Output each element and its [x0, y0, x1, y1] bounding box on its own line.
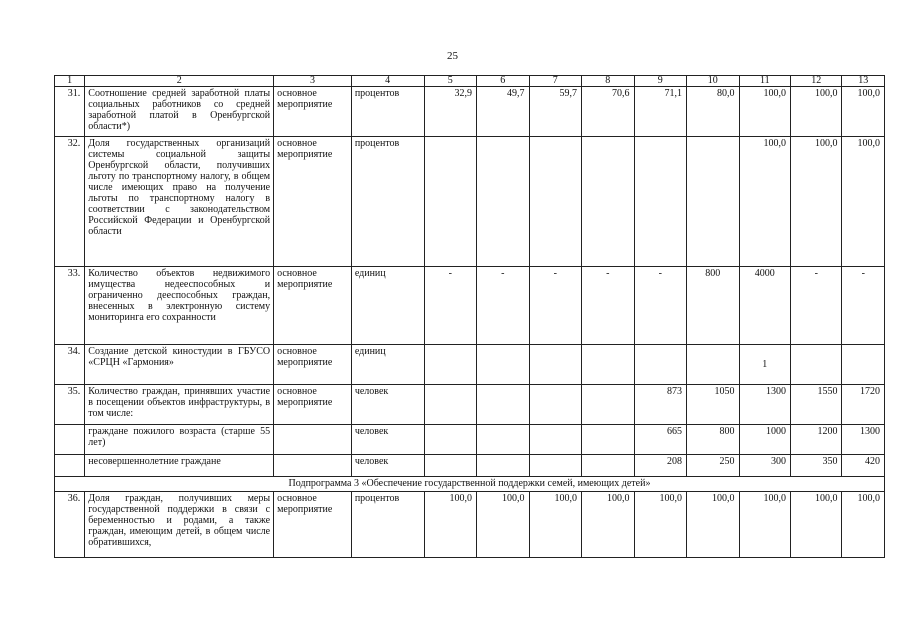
value-cell: 71,1	[634, 87, 687, 137]
row-number: 31.	[55, 87, 85, 137]
value-cell	[582, 425, 635, 455]
value-cell: 100,0	[791, 137, 842, 267]
value-cell: 100,0	[582, 492, 635, 558]
value-cell: 1300	[842, 425, 885, 455]
value-cell: 665	[634, 425, 687, 455]
indicator-type: основное мероприятие	[274, 385, 352, 425]
table-row	[55, 492, 885, 558]
table-row	[55, 267, 885, 345]
row-number: 33.	[55, 267, 85, 345]
row-number	[55, 455, 85, 477]
row-number	[55, 425, 85, 455]
table-row	[55, 385, 885, 425]
value-cell	[529, 425, 582, 455]
value-cell: 100,0	[739, 87, 790, 137]
row-number: 35.	[55, 385, 85, 425]
value-cell: 80,0	[687, 87, 740, 137]
column-header: 7	[529, 76, 582, 87]
value-cell: 49,7	[477, 87, 530, 137]
value-cell	[842, 345, 885, 385]
value-cell: 100,0	[842, 492, 885, 558]
value-cell: 100,0	[791, 492, 842, 558]
indicator-name: граждане пожилого возраста (старше 55 лет)	[85, 425, 274, 455]
unit: процентов	[351, 492, 424, 558]
value-cell: 1050	[687, 385, 740, 425]
value-cell: 1300	[739, 385, 790, 425]
value-cell: 873	[634, 385, 687, 425]
unit: человек	[351, 455, 424, 477]
column-header: 3	[274, 76, 352, 87]
value-cell: 300	[739, 455, 790, 477]
column-header: 6	[477, 76, 530, 87]
indicator-name: Доля граждан, получивших меры государственной поддержки в связи с беременностью и родами, а также граждан, имеющим детей, в общем числе обратившихся,	[85, 492, 274, 558]
column-header: 10	[687, 76, 740, 87]
value-cell: 100,0	[842, 137, 885, 267]
value-cell	[687, 345, 740, 385]
value-cell: 4000	[739, 267, 790, 345]
value-cell	[477, 137, 530, 267]
value-cell: 420	[842, 455, 885, 477]
value-cell: 32,9	[424, 87, 477, 137]
value-cell: 100,0	[477, 492, 530, 558]
value-cell: 250	[687, 455, 740, 477]
value-cell: 800	[687, 425, 740, 455]
column-header: 9	[634, 76, 687, 87]
unit: человек	[351, 425, 424, 455]
value-cell	[424, 137, 477, 267]
value-cell: 100,0	[424, 492, 477, 558]
value-cell	[529, 345, 582, 385]
table-row	[55, 345, 885, 385]
column-header: 12	[791, 76, 842, 87]
value-cell	[634, 137, 687, 267]
indicator-type	[274, 455, 352, 477]
value-cell	[529, 137, 582, 267]
value-cell	[582, 137, 635, 267]
value-cell	[477, 385, 530, 425]
value-cell: 59,7	[529, 87, 582, 137]
value-cell: -	[529, 267, 582, 345]
column-header: 5	[424, 76, 477, 87]
column-header: 1	[55, 76, 85, 87]
table-row	[55, 425, 885, 455]
unit: процентов	[351, 87, 424, 137]
column-header: 2	[85, 76, 274, 87]
value-cell	[634, 345, 687, 385]
indicator-name: несовершеннолетние граждане	[85, 455, 274, 477]
value-cell	[477, 345, 530, 385]
value-cell: -	[634, 267, 687, 345]
value-cell	[529, 385, 582, 425]
value-cell	[529, 455, 582, 477]
column-header: 4	[351, 76, 424, 87]
value-cell: 1200	[791, 425, 842, 455]
indicator-type: основное мероприятие	[274, 345, 352, 385]
value-cell	[424, 385, 477, 425]
value-cell	[687, 137, 740, 267]
table-header-row	[55, 76, 885, 87]
indicator-type: основное мероприятие	[274, 267, 352, 345]
unit: человек	[351, 385, 424, 425]
value-cell	[791, 345, 842, 385]
indicators-table	[54, 75, 885, 558]
subprogram-row	[55, 477, 885, 492]
value-cell: 100,0	[739, 137, 790, 267]
value-cell	[424, 425, 477, 455]
indicator-type: основное мероприятие	[274, 137, 352, 267]
value-cell: 1000	[739, 425, 790, 455]
value-cell	[477, 455, 530, 477]
value-cell: -	[582, 267, 635, 345]
row-number: 34.	[55, 345, 85, 385]
row-number: 36.	[55, 492, 85, 558]
value-cell: 100,0	[634, 492, 687, 558]
column-header: 11	[739, 76, 790, 87]
value-cell: 208	[634, 455, 687, 477]
value-cell: 70,6	[582, 87, 635, 137]
page-number: 25	[447, 50, 458, 62]
value-cell: 1720	[842, 385, 885, 425]
value-cell: 100,0	[687, 492, 740, 558]
column-header: 13	[842, 76, 885, 87]
indicator-name: Доля государственных организаций системы социальной защиты Оренбургской области, получивших льготу по транспортному налогу, в общем числе имеющих право на получение льготы по транспортному налогу в соответствии с законодательством Российской Федерации и Оренбургской области	[85, 137, 274, 267]
value-cell: -	[424, 267, 477, 345]
unit: процентов	[351, 137, 424, 267]
table-row	[55, 137, 885, 267]
value-cell	[582, 345, 635, 385]
value-cell: -	[477, 267, 530, 345]
value-cell: -	[791, 267, 842, 345]
row-number: 32.	[55, 137, 85, 267]
indicator-name: Соотношение средней заработной платы социальных работников со средней заработной платой в Оренбургской области*)	[85, 87, 274, 137]
value-cell: 100,0	[842, 87, 885, 137]
indicator-name: Количество объектов недвижимого имущества недееспособных и ограниченно дееспособных граждан, внесенных в электронную систему мониторинга его сохранности	[85, 267, 274, 345]
value-cell: 100,0	[791, 87, 842, 137]
table-row	[55, 87, 885, 137]
indicator-name: Создание детской киностудии в ГБУСО «СРЦН «Гармония»	[85, 345, 274, 385]
indicator-type: основное мероприятие	[274, 492, 352, 558]
value-cell	[477, 425, 530, 455]
value-cell	[424, 345, 477, 385]
value-cell: 100,0	[739, 492, 790, 558]
value-cell	[582, 385, 635, 425]
indicator-name: Количество граждан, принявших участие в посещении объектов инфраструктуры, в том числе:	[85, 385, 274, 425]
indicator-type: основное мероприятие	[274, 87, 352, 137]
value-cell	[424, 455, 477, 477]
column-header: 8	[582, 76, 635, 87]
value-cell: 1550	[791, 385, 842, 425]
unit: единиц	[351, 267, 424, 345]
value-cell: 100,0	[529, 492, 582, 558]
indicator-type	[274, 425, 352, 455]
unit: единиц	[351, 345, 424, 385]
value-cell: 800	[687, 267, 740, 345]
value-cell: 350	[791, 455, 842, 477]
value-cell	[582, 455, 635, 477]
value-cell: 1	[739, 345, 790, 385]
table-row	[55, 455, 885, 477]
subprogram-title: Подпрограмма 3 «Обеспечение государственной поддержки семей, имеющих детей»	[55, 477, 885, 492]
value-cell: -	[842, 267, 885, 345]
